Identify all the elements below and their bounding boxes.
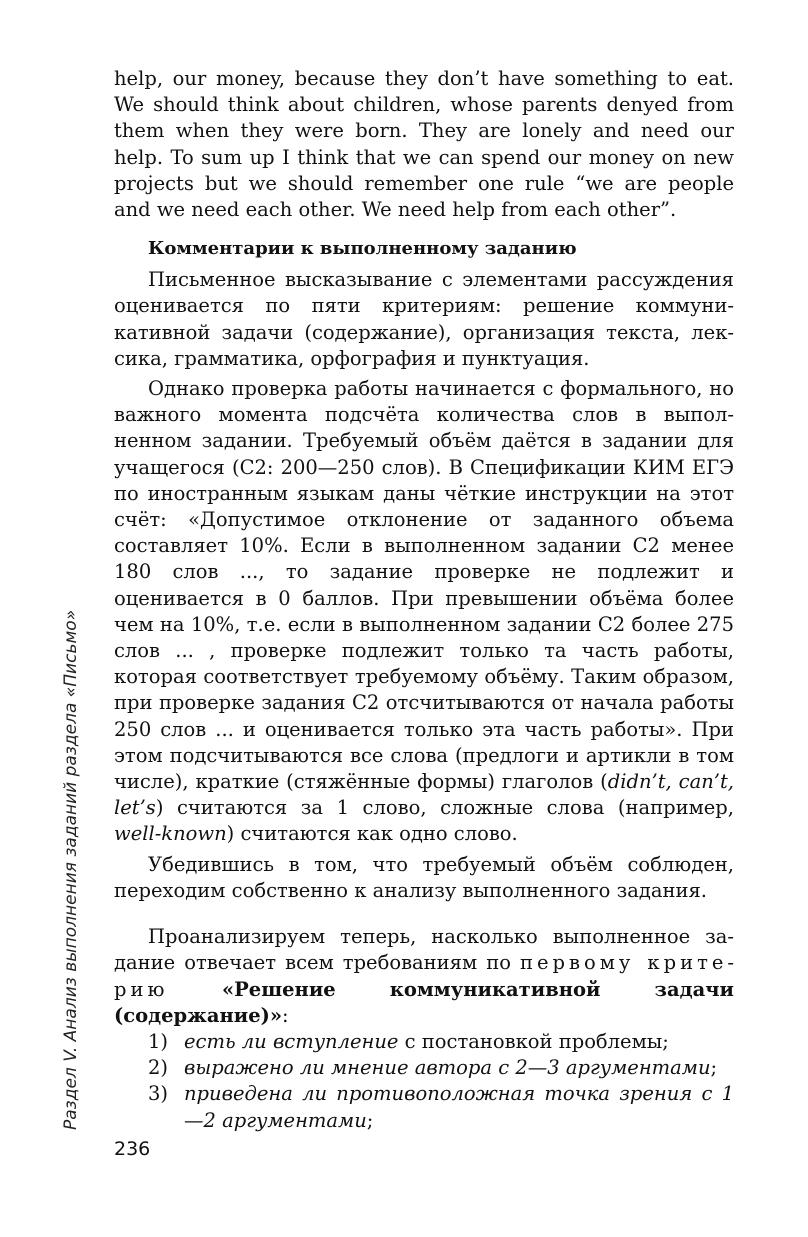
analysis-colon: : bbox=[282, 1003, 289, 1027]
list-item-number: 3) bbox=[148, 1082, 169, 1106]
contraction-examples: didn’t, can’t, let’s bbox=[114, 770, 734, 820]
compound-example: well-known bbox=[114, 822, 227, 846]
list-item-rest: ; bbox=[710, 1056, 718, 1080]
word-count-paragraph bbox=[114, 376, 734, 848]
section-heading: Комментарии к выполненному заданию bbox=[148, 238, 577, 260]
word-count-text-2: ) считаются за 1 слово, сложные слова (например, bbox=[155, 796, 734, 820]
first-criterion-phrase: первому критерию bbox=[114, 951, 734, 1001]
list-item bbox=[114, 1029, 734, 1055]
page-number: 236 bbox=[114, 1138, 151, 1160]
list-item-rest: ; bbox=[366, 1108, 374, 1132]
section-running-header: Раздел V. Анализ выполнения заданий раздела «Письмо» bbox=[61, 609, 81, 1130]
criterion-title: «Решение коммуникативной задачи (содержание)» bbox=[114, 977, 734, 1027]
essay-tail-paragraph: help, our money, because they don’t have something to eat. We should think about children, whose parents denyed from them when they were born. They are lonely and need our help. To sum up I think that we can spend our money on new projects but we should remember one rule “we are people and we need each other. We need help from each other”. bbox=[114, 67, 734, 222]
list-item bbox=[114, 1081, 734, 1133]
criteria-paragraph: Письменное высказывание с элементами рассуждения оценивается по пяти критериям: решение коммуникативной задачи (содержание), организация текста, лексика, грамматика, орфография и пунктуация. bbox=[114, 268, 734, 370]
list-item-number: 2) bbox=[148, 1056, 169, 1080]
list-item-question: приведена ли противоположная точка зрения с 1—2 аргументами bbox=[184, 1082, 734, 1132]
criteria-list bbox=[114, 1029, 734, 1134]
list-item bbox=[114, 1055, 734, 1081]
word-count-text-1: Однако проверка работы начинается с формального, но важного момента подсчёта количества слов в выполненном задании. Требуемый объём даётся в задании для учащегося (С2: 200—250 слов). В Спецификации КИМ ЕГЭ по иностранным языкам даны чёткие инструкции на этот счёт: «Допустимое отклонение от заданного объема составляет 10%. Если в выполненном задании С2 менее 180 слов ..., то задание проверке не подлежит и оценивается в 0 баллов. При превышении объёма более чем на 10%, т.е. если в выполненном задании С2 более 275 слов ... , проверке подлежит только та часть работы, которая соответствует требуемому объёму. Таким образом, при проверке задания С2 отсчитываются от начала работы 250 слов ... и оценивается только эта часть работы». При этом подсчитываются все слова (предлоги и артикли в том числе), краткие (стяжённые формы) глаголов ( bbox=[114, 377, 734, 794]
list-item-number: 1) bbox=[148, 1029, 169, 1053]
page-body bbox=[114, 66, 734, 1134]
analysis-paragraph bbox=[114, 924, 734, 1029]
word-count-text-3: ) считаются как одно слово. bbox=[226, 822, 518, 846]
list-item-question: есть ли вступление bbox=[184, 1029, 399, 1053]
analysis-text: Проанализируем теперь, насколько выполненное задание отвечает всем требованиям по bbox=[114, 925, 734, 975]
list-item-rest: с постановкой проблемы; bbox=[398, 1029, 669, 1053]
transition-paragraph: Убедившись в том, что требуемый объём соблюден, переходим собственно к анализу выполненного задания. bbox=[114, 852, 734, 902]
list-item-question: выражено ли мнение автора с 2—3 аргументами bbox=[184, 1056, 711, 1080]
